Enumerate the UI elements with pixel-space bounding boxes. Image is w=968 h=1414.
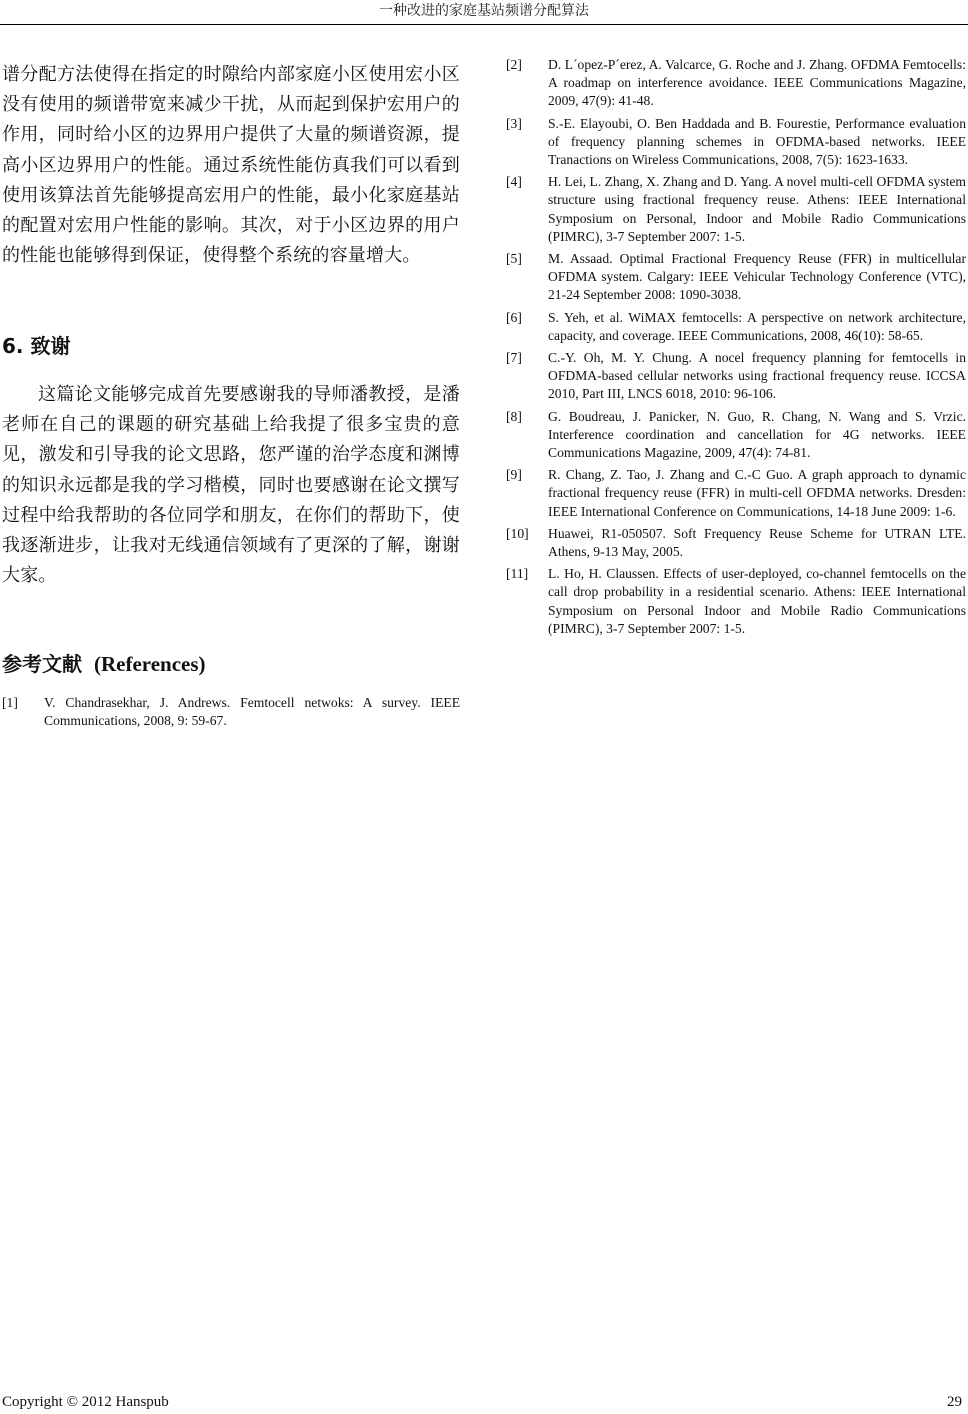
reference-text: R. Chang, Z. Tao, J. Zhang and C.-C Guo. A graph approach to dynamic fractional frequency reuse (FFR) in multi-cell OFDMA networks. Dresden: IEEE International Conference on Communications, 14-18 June 2009: 1-6.	[548, 467, 966, 519]
reference-text: C.-Y. Oh, M. Y. Chung. A nocel frequency planning for femtocells in OFDMA-based cellular networks using fractional frequency reuse. ICCSA 2010, Part III, LNCS 6018, 2010: 96-106.	[548, 350, 966, 402]
reference-number: [9]	[506, 467, 522, 483]
reference-number: [6]	[506, 309, 522, 325]
reference-text: Huawei, R1-050507. Soft Frequency Reuse Scheme for UTRAN LTE. Athens, 9-13 May, 2005.	[548, 525, 966, 560]
reference-text: S. Yeh, et al. WiMAX femtocells: A perspective on network architecture, capacity, and coverage. IEEE Communications, 2008, 46(10): 58-65.	[548, 309, 966, 343]
conclusion-paragraph: 谱分配方法使得在指定的时隙给内部家庭小区使用宏小区没有使用的频谱带宽来减少干扰，从而起到保护宏用户的作用，同时给小区的边界用户提供了大量的频谱资源，提高小区边界用户的性能。通过系统性能仿真我们可以看到使用该算法首先能够提高宏用户的性能，最小化家庭基站的配置对宏用户性能的影响。其次，对于小区边界的用户的性能也能够得到保证，使得整个系统的容量增大。	[2, 64, 460, 267]
reference-number: [4]	[506, 174, 522, 190]
reference-item	[506, 466, 966, 521]
reference-list-right	[506, 56, 966, 642]
reference-number: [2]	[506, 57, 522, 72]
acknowledgement-body	[2, 380, 460, 591]
reference-text: S.-E. Elayoubi, O. Ben Haddada and B. Fourestie, Performance evaluation of frequency planning schemes in OFDMA-based networks. IEEE Tranactions on Wireless Communications, 2008, 7(5): 1623-1633.	[548, 115, 966, 168]
reference-text: D. L´opez-P´erez, A. Valcarce, G. Roche and J. Zhang. OFDMA Femtocells: A roadmap on interference avoidance. IEEE Communications Magazine, 2009, 47(9): 41-48.	[548, 57, 966, 109]
reference-item	[506, 565, 966, 638]
reference-number: [11]	[506, 566, 529, 582]
reference-number: [10]	[506, 525, 529, 541]
reference-number: [8]	[506, 408, 522, 424]
reference-text: G. Boudreau, J. Panicker, N. Guo, R. Chang, N. Wang and S. Vrzic. Interference coordination and cancellation for 4G networks. IEEE Communications Magazine, 2009, 47(4): 74-81.	[548, 408, 966, 461]
copyright-notice: Copyright © 2012 Hanspub	[2, 1394, 169, 1410]
section-title-acknowledgement: 6. 致谢	[2, 334, 71, 358]
reference-text: V. Chandrasekhar, J. Andrews. Femtocell netwoks: A survey. IEEE Communications, 2008, 9: 59-67.	[44, 695, 460, 729]
reference-item	[506, 349, 966, 404]
reference-item	[506, 56, 966, 111]
reference-item	[506, 408, 966, 463]
reference-item	[506, 525, 966, 561]
reference-text: L. Ho, H. Claussen. Effects of user-deployed, co-channel femtocells on the call drop probability in a residential scenario. Athens: IEEE International Symposium on Personal Indoor and Mobile Radio Communications (PIMRC), 3-7 September 2007: 1-5.	[548, 566, 966, 636]
left-column	[2, 60, 460, 271]
reference-number: [5]	[506, 251, 522, 267]
reference-item	[506, 173, 966, 246]
reference-number: [7]	[506, 350, 522, 366]
reference-text: H. Lei, L. Zhang, X. Zhang and D. Yang. A novel multi-cell OFDMA system structure using fractional frequency reuse. Athens: IEEE International Symposium on Personal, Indoor and Mobile Radio Communications (PIMRC), 3-7 September 2007: 1-5.	[548, 174, 966, 244]
reference-list-left	[2, 694, 460, 734]
reference-item	[506, 250, 966, 305]
references-heading-en: (References)	[94, 652, 206, 676]
references-heading-cn: 参考文献	[2, 652, 82, 676]
reference-item	[506, 309, 966, 345]
reference-number: [1]	[2, 695, 18, 710]
reference-item	[2, 694, 460, 730]
reference-text: M. Assaad. Optimal Fractional Frequency Reuse (FFR) in multicellular OFDMA system. Calgary: IEEE Vehicular Technology Conference (VTC), 21-24 September 2008: 1090-3038.	[548, 251, 966, 303]
references-heading	[2, 648, 206, 677]
reference-item	[506, 115, 966, 170]
acknowledgement-paragraph: 这篇论文能够完成首先要感谢我的导师潘教授，是潘老师在自己的课题的研究基础上给我提了很多宝贵的意见，激发和引导我的论文思路，您严谨的治学态度和渊博的知识永远都是我的学习楷模，同时也要感谢在论文撰写过程中给我帮助的各位同学和朋友，在你们的帮助下，使我逐渐进步，让我对无线通信领域有了更深的了解，谢谢大家。	[2, 384, 460, 587]
page-number: 29	[947, 1394, 962, 1410]
running-header: 一种改进的家庭基站频谱分配算法	[379, 3, 589, 19]
reference-number: [3]	[506, 115, 522, 131]
header-divider	[0, 24, 968, 25]
